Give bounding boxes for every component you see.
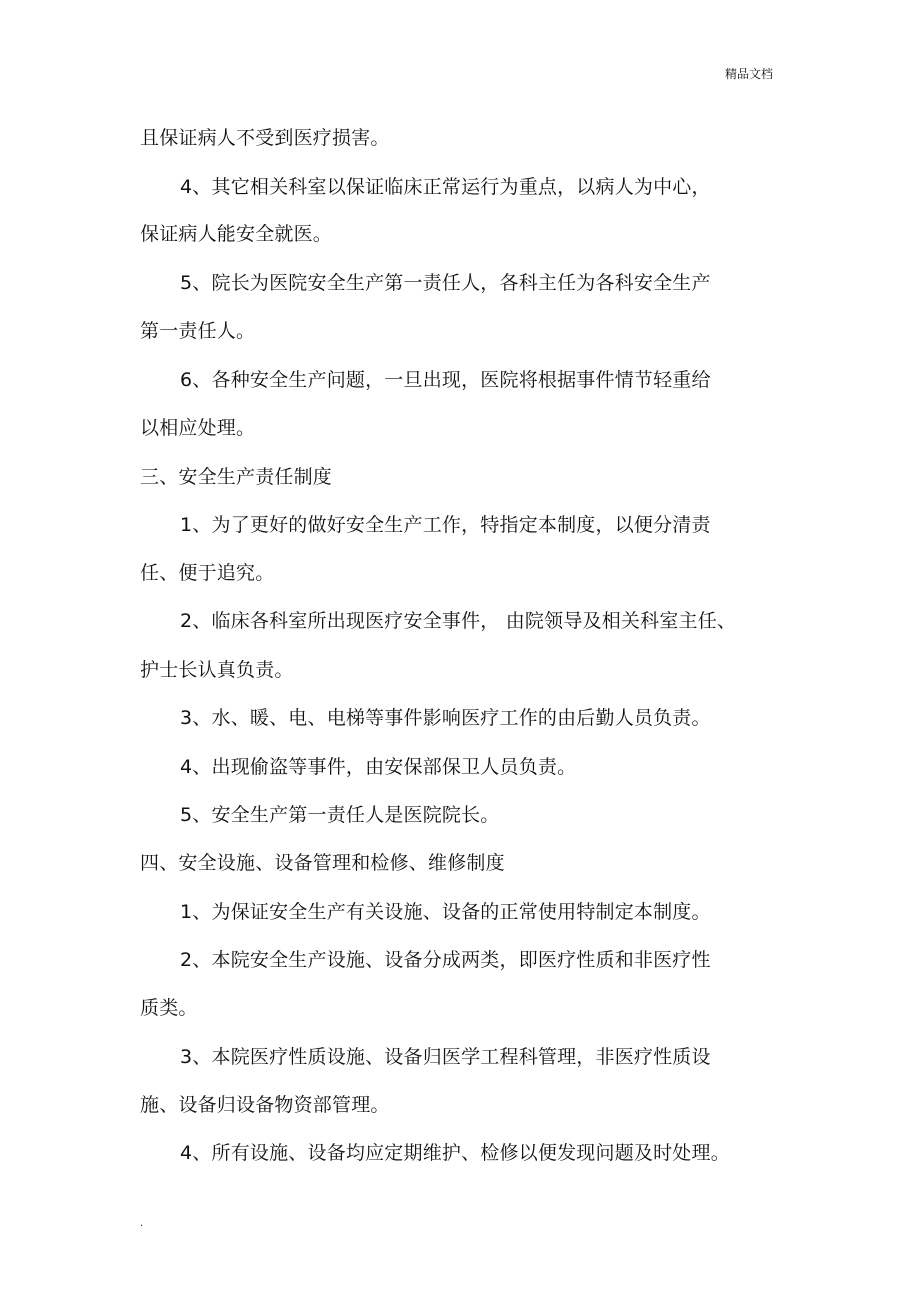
body-text-line: 4、所有设施、设备均应定期维护、检修以便发现问题及时处理。 xyxy=(180,1142,730,1164)
body-text-line: 2、本院安全生产设施、设备分成两类，即医疗性质和非医疗性 xyxy=(180,949,711,971)
body-text-line: 1、为了更好的做好安全生产工作，特指定本制度，以便分清责 xyxy=(180,514,711,536)
header-note: 精品文档 xyxy=(725,67,774,81)
body-text-line: 6、各种安全生产问题，一旦出现，医院将根据事件情节轻重给 xyxy=(180,369,711,391)
body-text-line: 以相应处理。 xyxy=(140,417,256,439)
body-text-line: 保证病人能安全就医。 xyxy=(140,223,333,245)
body-text-line: 质类。 xyxy=(140,997,198,1019)
body-text-line: 3、水、暖、电、电梯等事件影响医疗工作的由后勤人员负责。 xyxy=(180,707,711,729)
body-text-line: 4、其它相关科室以保证临床正常运行为重点，以病人为中心， xyxy=(180,176,711,198)
body-text-line: 施、设备归设备物资部管理。 xyxy=(140,1094,390,1116)
body-text-line: 任、便于追究。 xyxy=(140,562,275,584)
section-heading: 三、安全生产责任制度 xyxy=(140,466,333,488)
body-text-line: 且保证病人不受到医疗损害。 xyxy=(140,127,390,149)
body-text-line: 3、本院医疗性质设施、设备归医学工程科管理，非医疗性质设 xyxy=(180,1046,711,1068)
body-text-line: 5、安全生产第一责任人是医院院长。 xyxy=(180,804,500,826)
body-text-line: 2、临床各科室所出现医疗安全事件， 由院领导及相关科室主任、 xyxy=(180,610,737,632)
body-text-line: 护士长认真负责。 xyxy=(140,659,294,681)
body-text-line: 第一责任人。 xyxy=(140,320,256,342)
footer-dot: . xyxy=(140,1218,144,1229)
body-text-line: 1、为保证安全生产有关设施、设备的正常使用特制定本制度。 xyxy=(180,901,711,923)
body-text-line: 4、出现偷盗等事件，由安保部保卫人员负责。 xyxy=(180,756,577,778)
section-heading: 四、安全设施、设备管理和检修、维修制度 xyxy=(140,852,505,874)
body-text-line: 5、院长为医院安全生产第一责任人，各科主任为各科安全生产 xyxy=(180,272,711,294)
